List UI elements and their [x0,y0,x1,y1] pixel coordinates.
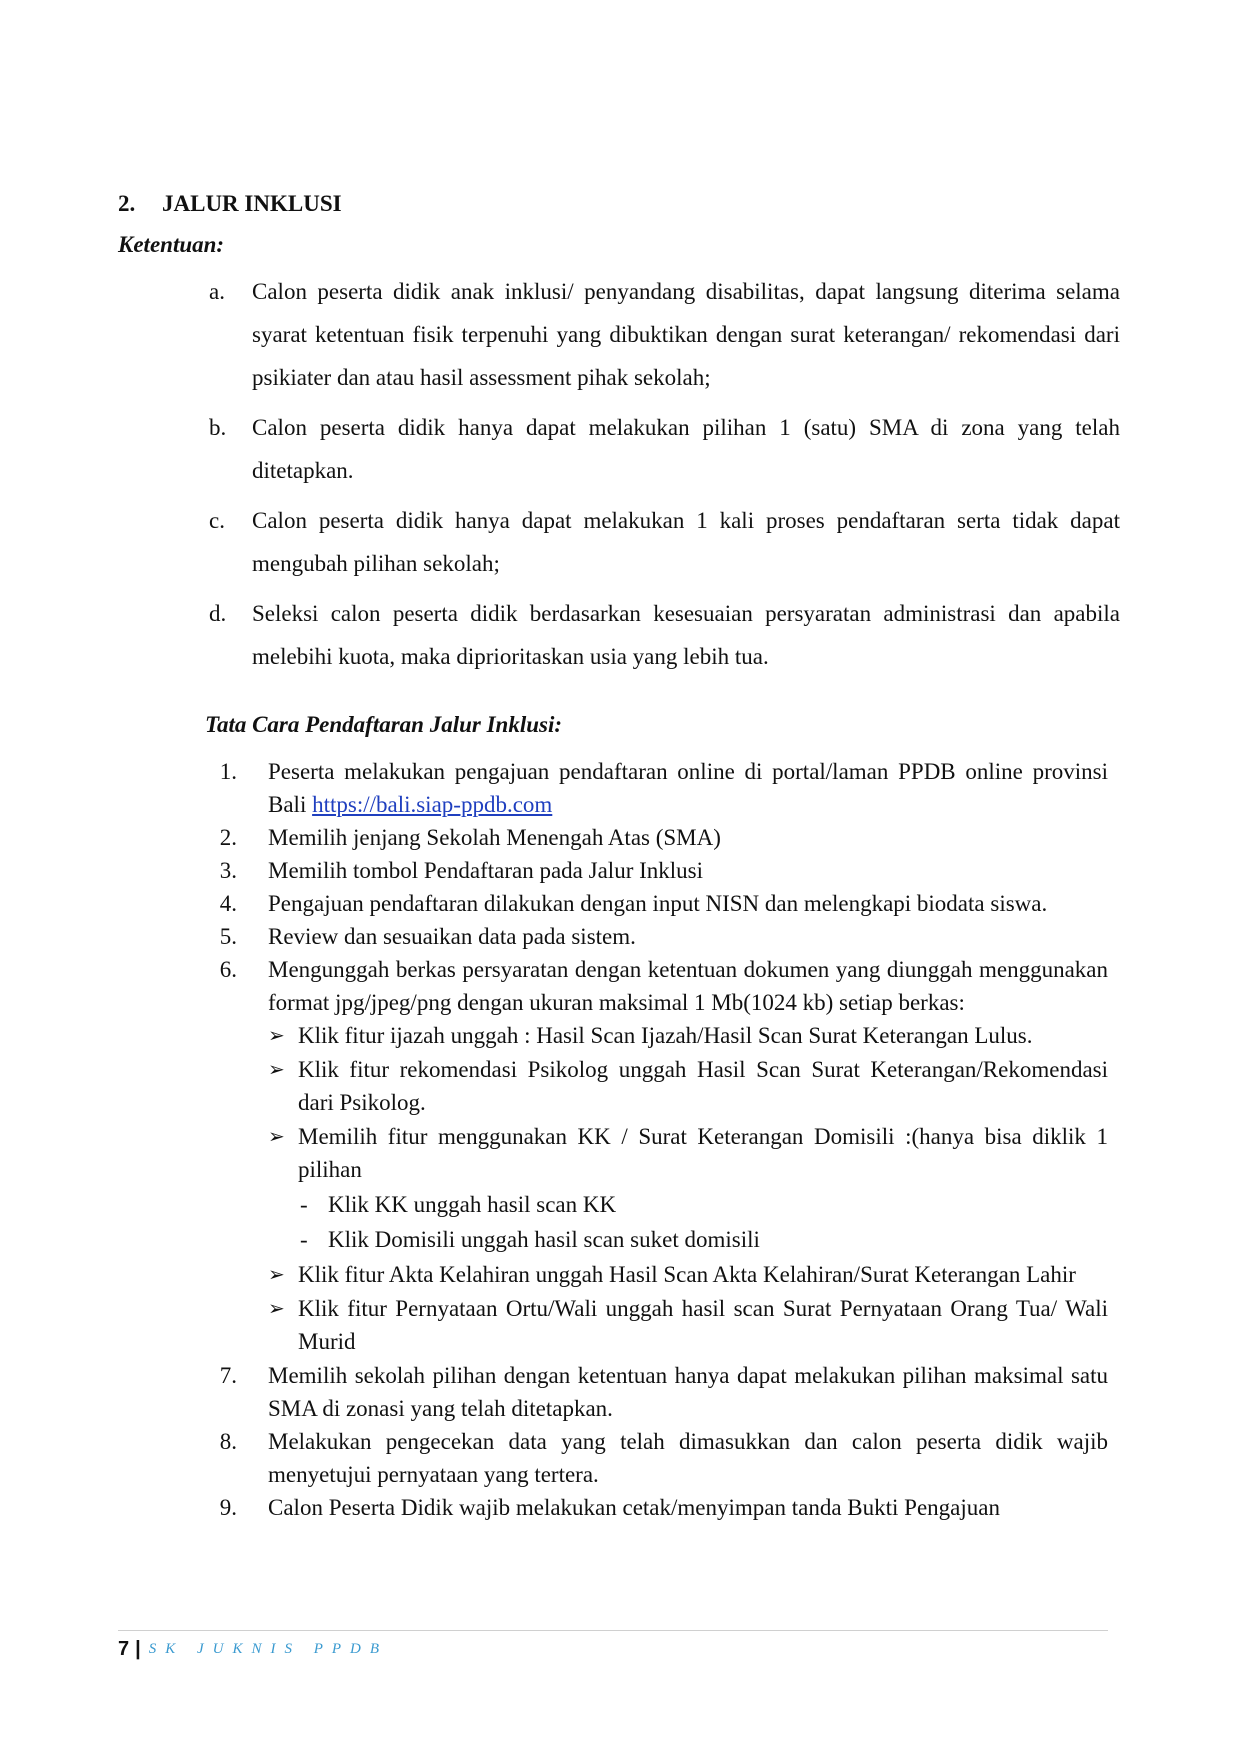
step-number: 9. [219,1495,237,1520]
dash-list-item [298,1188,1108,1221]
step-text: Calon Peserta Didik wajib melakukan cetak/menyimpan tanda Bukti Pengajuan [268,1495,1000,1520]
list-item-text: Calon peserta didik anak inklusi/ penyandang disabilitas, dapat langsung diterima selama syarat ketentuan fisik terpenuhi yang dibuktikan dengan surat keterangan/ rekomendasi dari psikiater dan atau hasil assessment pihak sekolah; [252,279,1120,390]
sublist-item-text: Klik fitur Pernyataan Ortu/Wali unggah hasil scan Surat Pernyataan Orang Tua/ Wali Murid [298,1296,1108,1354]
step-item [205,1491,1108,1524]
step-item [205,920,1108,953]
step-text: Mengunggah berkas persyaratan dengan ketentuan dokumen yang diunggah menggunakan format jpg/jpeg/png dengan ukuran maksimal 1 Mb(1024 kb) setiap berkas: [268,957,1108,1015]
sublist-item-text: Memilih fitur menggunakan KK / Surat Keterangan Domisili :(hanya bisa diklik 1 pilihan [298,1124,1108,1182]
section-number: 2. [118,191,136,216]
sublist-item [268,1120,1108,1256]
step-number: 4. [219,891,237,916]
step-item [205,1425,1108,1491]
sublist-item [268,1258,1108,1291]
step-text: Memilih tombol Pendaftaran pada Jalur Inklusi [268,858,703,883]
tata-cara-list [205,755,1108,1524]
step-number: 6. [219,957,237,982]
domicile-option-list [298,1188,1108,1256]
footer-divider [118,1630,1108,1631]
page-number: 7 [118,1638,130,1660]
step-item [205,821,1108,854]
step-item [205,887,1108,920]
dash-bullet: - [300,1192,308,1217]
ketentuan-list [200,270,1120,685]
requirements-sublist [268,1019,1108,1358]
step-number: 2. [219,825,237,850]
dash-bullet: - [300,1227,308,1252]
sublist-item-text: Klik fitur Akta Kelahiran unggah Hasil Scan Akta Kelahiran/Surat Keterangan Lahir [298,1262,1076,1287]
dash-item-text: Klik Domisili unggah hasil scan suket domisili [328,1227,760,1252]
list-item-text: Calon peserta didik hanya dapat melakukan 1 kali proses pendaftaran serta tidak dapat mengubah pilihan sekolah; [252,508,1120,576]
footer-separator: | [135,1638,141,1660]
list-item [200,499,1120,585]
list-marker: d. [209,601,227,626]
dash-list-item [298,1223,1108,1256]
step-text [268,755,1108,821]
step-text: Memilih sekolah pilihan dengan ketentuan hanya dapat melakukan pilihan maksimal satu SMA di zonasi yang telah ditetapkan. [268,1363,1108,1421]
step-text: Pengajuan pendaftaran dilakukan dengan input NISN dan melengkapi biodata siswa. [268,891,1048,916]
step-number: 3. [219,858,237,883]
step-item [205,1359,1108,1425]
section-title: JALUR INKLUSI [162,191,342,216]
list-item-text: Calon peserta didik hanya dapat melakukan pilihan 1 (satu) SMA di zona yang telah ditetapkan. [252,415,1120,483]
sublist-item [268,1292,1108,1358]
step-item [205,755,1108,821]
tata-cara-heading: Tata Cara Pendaftaran Jalur Inklusi: [205,712,563,737]
arrow-bullet-icon: ➢ [268,1057,285,1081]
step-text: Review dan sesuaikan data pada sistem. [268,924,636,949]
arrow-bullet-icon: ➢ [268,1124,285,1148]
list-marker: a. [209,279,225,304]
section-heading [118,187,342,221]
sublist-item [268,1019,1108,1052]
step-text-main: Peserta melakukan pengajuan pendaftaran online di portal/laman PPDB online provinsi Bali [268,759,1108,817]
arrow-bullet-icon: ➢ [268,1023,285,1047]
step-item [205,854,1108,887]
dash-item-text: Klik KK unggah hasil scan KK [328,1192,617,1217]
step-number: 8. [219,1429,237,1454]
list-marker: c. [209,508,225,533]
sublist-item-text: Klik fitur ijazah unggah : Hasil Scan Ijazah/Hasil Scan Surat Keterangan Lulus. [298,1023,1033,1048]
list-item [200,592,1120,678]
list-item [200,270,1120,399]
list-item [200,406,1120,492]
list-item-text: Seleksi calon peserta didik berdasarkan kesesuaian persyaratan administrasi dan apabila melebihi kuota, maka diprioritaskan usia yang lebih tua. [252,601,1120,669]
step-text: Memilih jenjang Sekolah Menengah Atas (SMA) [268,825,721,850]
step-text: Melakukan pengecekan data yang telah dimasukkan dan calon peserta didik wajib menyetujui pernyataan yang tertera. [268,1429,1108,1487]
footer-title: SK JUKNIS PPDB [148,1641,389,1657]
arrow-bullet-icon: ➢ [268,1262,285,1286]
sublist-item [268,1053,1108,1119]
sublist-item-text: Klik fitur rekomendasi Psikolog unggah Hasil Scan Surat Keterangan/Rekomendasi dari Psikolog. [298,1057,1108,1115]
list-marker: b. [209,415,227,440]
step-number: 7. [219,1363,237,1388]
step-number: 1. [219,759,237,784]
step-item [205,953,1108,1358]
ketentuan-heading: Ketentuan: [118,232,225,257]
step-number: 5. [219,924,237,949]
arrow-bullet-icon: ➢ [268,1296,285,1320]
page-footer [118,1638,388,1661]
ppdb-portal-link[interactable]: https://bali.siap-ppdb.com [312,792,553,817]
